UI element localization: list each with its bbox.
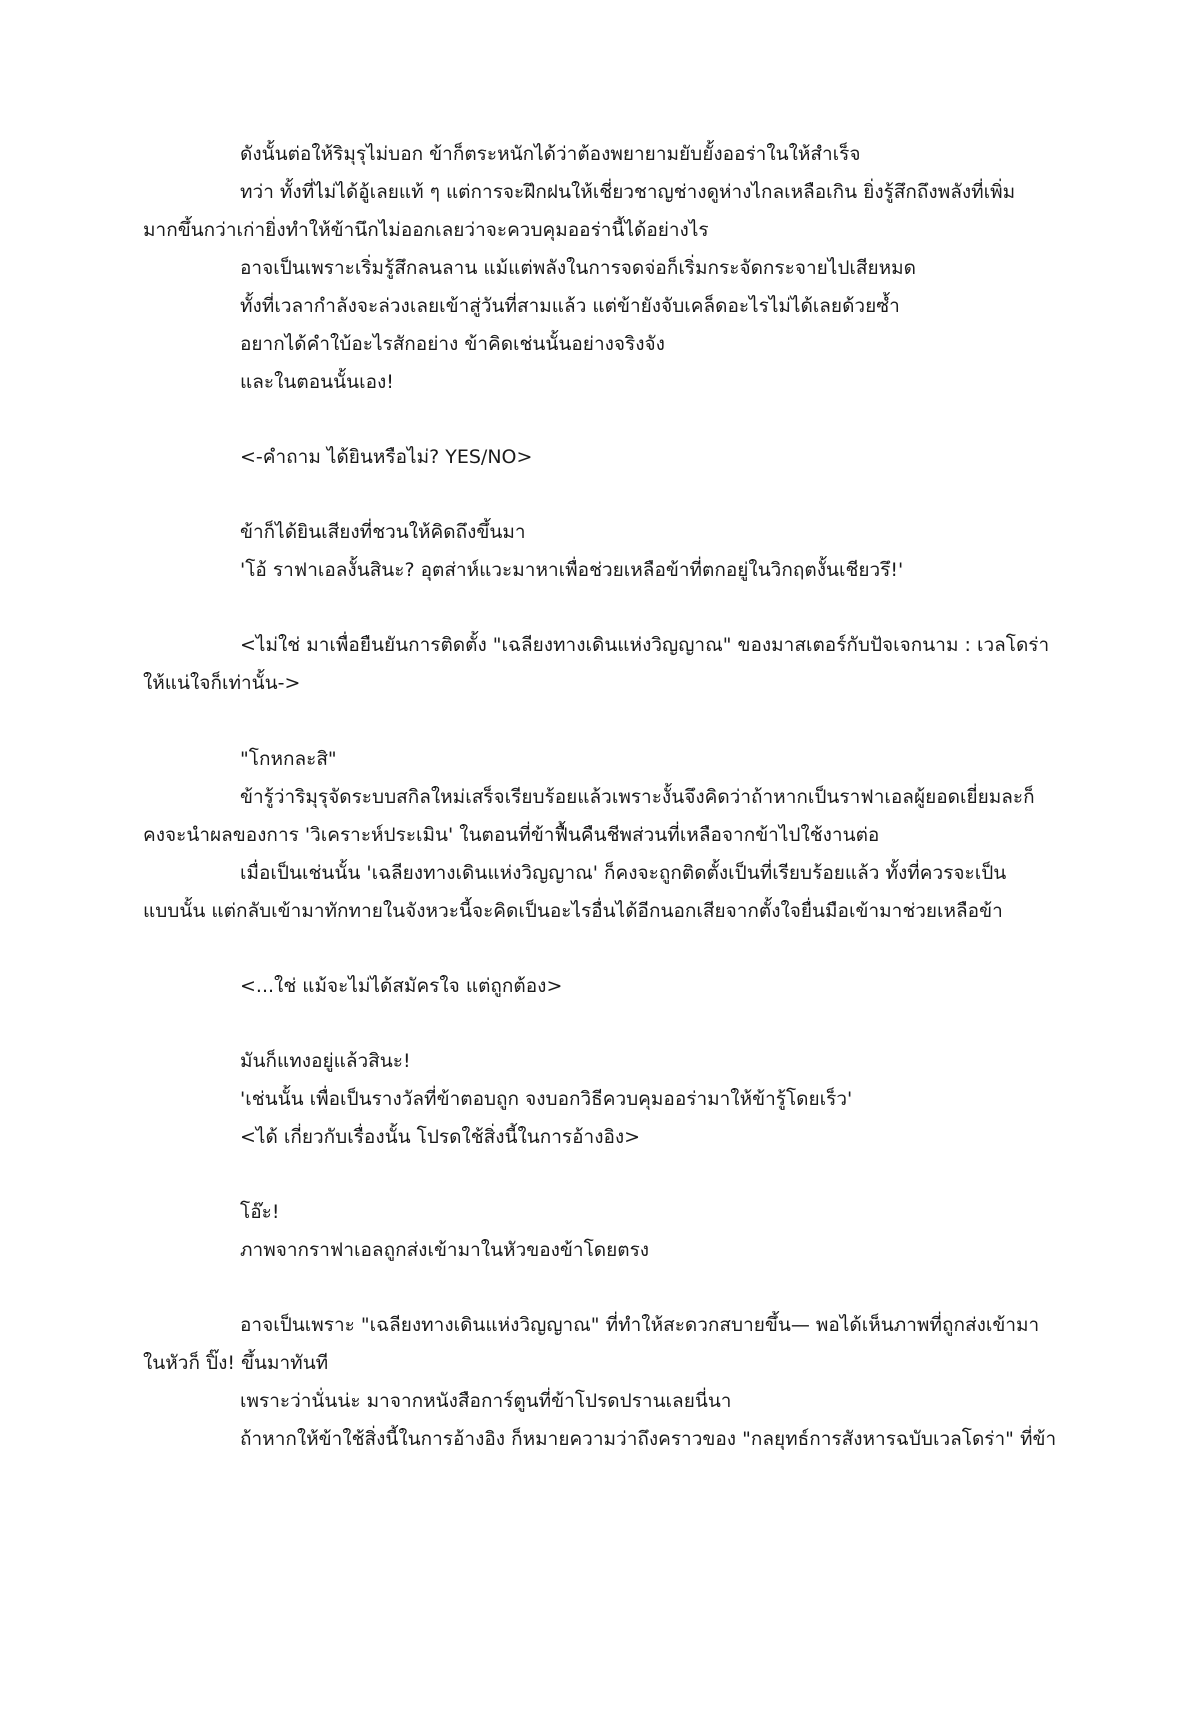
text-line: คงจะนำผลของการ 'วิเคราะห์ประเมิน' ในตอนที่ข้าฟื้นคืนชีพส่วนที่เหลือจากข้าไปใช้งานต่อ [143, 824, 880, 846]
text-line: และในตอนนั้นเอง! [240, 371, 394, 393]
text-line: มันก็แทงอยู่แล้วสินะ! [240, 1050, 411, 1072]
text-line: ข้าก็ได้ยินเสียงที่ชวนให้คิดถึงขึ้นมา [240, 521, 526, 543]
text-line: ทว่า ทั้งที่ไม่ได้อู้เลยแท้ ๆ แต่การจะฝึกฝนให้เชี่ยวชาญช่างดูห่างไกลเหลือเกิน ยิ่งรู้สึกถึงพลังที่เพิ่ม [240, 181, 1016, 203]
system-message: <ไม่ใช่ มาเพื่อยืนยันการติดตั้ง "เฉลียงทางเดินแห่งวิญญาณ" ของมาสเตอร์กับปัจเจกนาม : เวลโดร่า [240, 634, 1050, 656]
text-line: ข้ารู้ว่าริมุรุจัดระบบสกิลใหม่เสร็จเรียบร้อยแล้วเพราะงั้นจึงคิดว่าถ้าหากเป็นราฟาเอลผู้ยอดเยี่ยมละก็ [240, 786, 1035, 808]
text-line: อาจเป็นเพราะ "เฉลียงทางเดินแห่งวิญญาณ" ที่ทำให้สะดวกสบายขึ้น— พอได้เห็นภาพที่ถูกส่งเข้ามา [240, 1314, 1040, 1336]
text-line: มากขึ้นกว่าเก่ายิ่งทำให้ข้านึกไม่ออกเลยว่าจะควบคุมออร่านี้ได้อย่างไร [143, 219, 709, 241]
system-message: <ได้ เกี่ยวกับเรื่องนั้น โปรดใช้สิ่งนี้ในการอ้างอิง> [240, 1126, 641, 1148]
dialogue-line: 'เช่นนั้น เพื่อเป็นรางวัลที่ข้าตอบถูก จงบอกวิธีควบคุมออร่ามาให้ข้ารู้โดยเร็ว' [240, 1088, 853, 1110]
text-line: อาจเป็นเพราะเริ่มรู้สึกลนลาน แม้แต่พลังในการจดจ่อก็เริ่มกระจัดกระจายไปเสียหมด [240, 257, 917, 279]
text-line: โอ๊ะ! [240, 1201, 280, 1223]
system-message: <...ใช่ แม้จะไม่ได้สมัครใจ แต่ถูกต้อง> [240, 975, 563, 997]
text-line: ในหัวก็ ปิ๊ง! ขึ้นมาทันที [143, 1352, 329, 1374]
text-line: ทั้งที่เวลากำลังจะล่วงเลยเข้าสู่วันที่สามแล้ว แต่ข้ายังจับเคล็ดอะไรไม่ได้เลยด้วยซ้ำ [240, 295, 900, 317]
text-line: ถ้าหากให้ข้าใช้สิ่งนี้ในการอ้างอิง ก็หมายความว่าถึงคราวของ "กลยุทธ์การสังหารฉบับเวลโดร่า" ที่ข้า [240, 1428, 1057, 1450]
system-message: <-คำถาม ได้ยินหรือไม่? YES/NO> [240, 446, 533, 468]
dialogue-line: "โกหกละสิ" [240, 748, 337, 770]
system-message: ให้แน่ใจก็เท่านั้น-> [143, 672, 301, 694]
text-line: เพราะว่านั่นน่ะ มาจากหนังสือการ์ตูนที่ข้าโปรดปรานเลยนี่นา [240, 1390, 732, 1412]
text-line: ภาพจากราฟาเอลถูกส่งเข้ามาในหัวของข้าโดยตรง [240, 1239, 650, 1261]
dialogue-line: 'โอ้ ราฟาเอลงั้นสินะ? อุตส่าห์แวะมาหาเพื่อช่วยเหลือข้าที่ตกอยู่ในวิกฤตงั้นเชียวรึ!' [240, 559, 904, 581]
text-line: เมื่อเป็นเช่นนั้น 'เฉลียงทางเดินแห่งวิญญาณ' ก็คงจะถูกติดตั้งเป็นที่เรียบร้อยแล้ว ทั้งที่ควรจะเป็น [240, 862, 1007, 884]
text-line: อยากได้คำใบ้อะไรสักอย่าง ข้าคิดเช่นนั้นอย่างจริงจัง [240, 333, 665, 355]
text-line: ดังนั้นต่อให้ริมุรุไม่บอก ข้าก็ตระหนักได้ว่าต้องพยายามยับยั้งออร่าในให้สำเร็จ [240, 143, 861, 165]
text-line: แบบนั้น แต่กลับเข้ามาทักทายในจังหวะนี้จะคิดเป็นอะไรอื่นได้อีกนอกเสียจากตั้งใจยื่นมือเข้ามาช่วยเหลือข้า [143, 900, 1003, 922]
